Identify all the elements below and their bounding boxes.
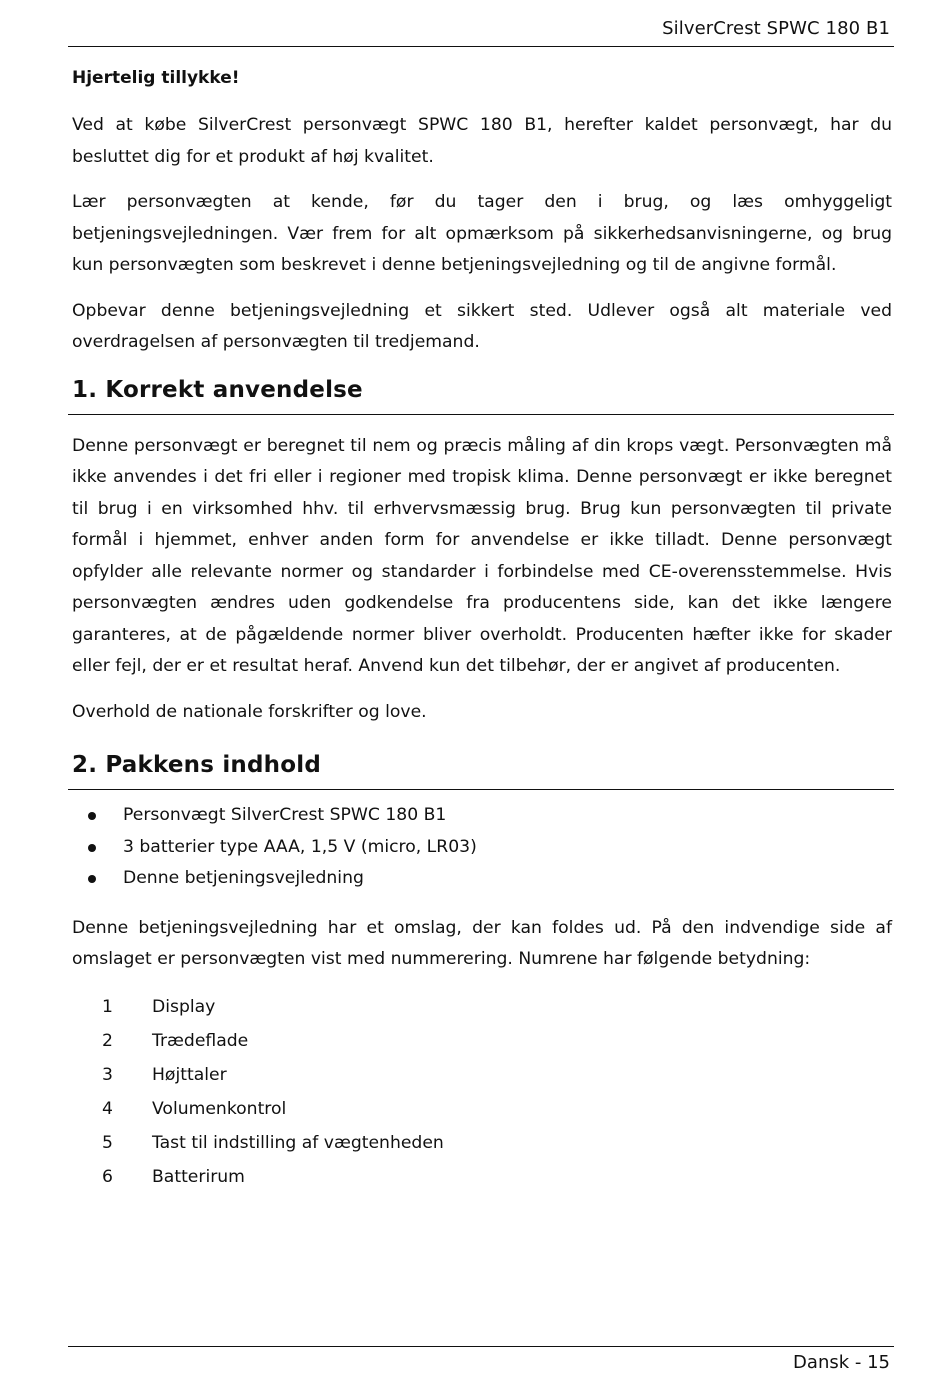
list-item-text: Personvægt SilverCrest SPWC 180 B1	[123, 805, 447, 825]
page-content	[72, 66, 892, 1194]
item-label: Tast til indstilling af vægtenheden	[152, 1132, 444, 1153]
section-1-heading: 1. Korrekt anvendelse	[72, 376, 363, 403]
item-label: Trædeflade	[152, 1030, 249, 1051]
item-label: Volumenkontrol	[152, 1098, 287, 1119]
section-pakkens-indhold	[72, 750, 892, 1194]
list-item-text: 3 batterier type AAA, 1,5 V (micro, LR03)	[123, 836, 477, 857]
page-footer: Dansk - 15	[793, 1352, 890, 1373]
list-item	[72, 800, 892, 832]
section-2-divider	[68, 789, 894, 790]
list-item	[72, 832, 892, 864]
list-item	[72, 990, 892, 1024]
section-1-paragraph-1: Denne personvægt er beregnet til nem og præcis måling af din krops vægt. Personvægten må ikke anvendes i det fri eller i regioner med tropisk klima. Denne personvægt er ikke beregnet til brug i en virksomhed hhv. til erhvervsmæssig brug. Brug kun personvægten til private formål i hjemmet, enhver anden form for anvendelse er ikke tilladt. Denne personvægt opfylder alle relevante normer og standarder i forbindelse med CE-overensstemmelse. Hvis personvægten ændres uden godkendelse fra producentens side, kan det ikke længere garanteres, at de pågældende normer bliver overholdt. Producenten hæfter ikke for skader eller fejl, der er et resultat heraf. Anvend kun det tilbehør, der er angivet af producenten.	[72, 435, 892, 676]
section-1-paragraph-2: Overhold de nationale forskrifter og love.	[72, 701, 427, 722]
item-number: 1	[102, 996, 113, 1017]
list-item	[72, 1058, 892, 1092]
item-number: 5	[102, 1132, 113, 1153]
intro-paragraph-1: Ved at købe SilverCrest personvægt SPWC 180 B1, herefter kaldet personvægt, har du besluttet dig for et produkt af høj kvalitet.	[72, 115, 892, 167]
bullet-icon	[88, 844, 96, 852]
list-item	[72, 1126, 892, 1160]
bullet-icon	[88, 875, 96, 883]
list-item	[72, 1160, 892, 1194]
section-2-paragraph: Denne betjeningsvejledning har et omslag, der kan foldes ud. På den indvendige side af omslaget er personvægten vist med nummerering. Numrene har følgende betydning:	[72, 917, 892, 969]
list-item	[72, 863, 892, 895]
intro-heading: Hjertelig tillykke!	[72, 68, 240, 88]
intro-paragraph-2: Lær personvægten at kende, før du tager den i brug, og læs omhyggeligt betjeningsvejledningen. Vær frem for alt opmærksom på sikkerhedsanvisningerne, og brug kun personvægten som beskrevet i denne betjeningsvejledning og til de angivne formål.	[72, 192, 892, 275]
intro-paragraph-3: Opbevar denne betjeningsvejledning et sikkert sted. Udlever også alt materiale ved overdragelsen af personvægten til tredjemand.	[72, 300, 892, 352]
footer-divider	[68, 1346, 894, 1347]
section-2-heading: 2. Pakkens indhold	[72, 752, 321, 778]
item-number: 3	[102, 1064, 113, 1085]
item-number: 2	[102, 1030, 113, 1051]
item-number: 4	[102, 1098, 113, 1119]
document-page	[68, 0, 894, 1374]
bullet-icon	[88, 812, 96, 820]
list-item	[72, 1092, 892, 1126]
item-label: Display	[152, 996, 216, 1017]
header-divider	[68, 46, 894, 47]
numbered-parts-list	[72, 990, 892, 1194]
item-label: Batterirum	[152, 1166, 245, 1187]
package-contents-list	[72, 800, 892, 895]
page-header: SilverCrest SPWC 180 B1	[662, 18, 890, 39]
section-korrekt-anvendelse	[72, 375, 892, 729]
list-item-text: Denne betjeningsvejledning	[123, 868, 364, 888]
item-label: Højttaler	[152, 1064, 227, 1085]
section-1-divider	[68, 414, 894, 415]
item-number: 6	[102, 1166, 113, 1187]
list-item	[72, 1024, 892, 1058]
